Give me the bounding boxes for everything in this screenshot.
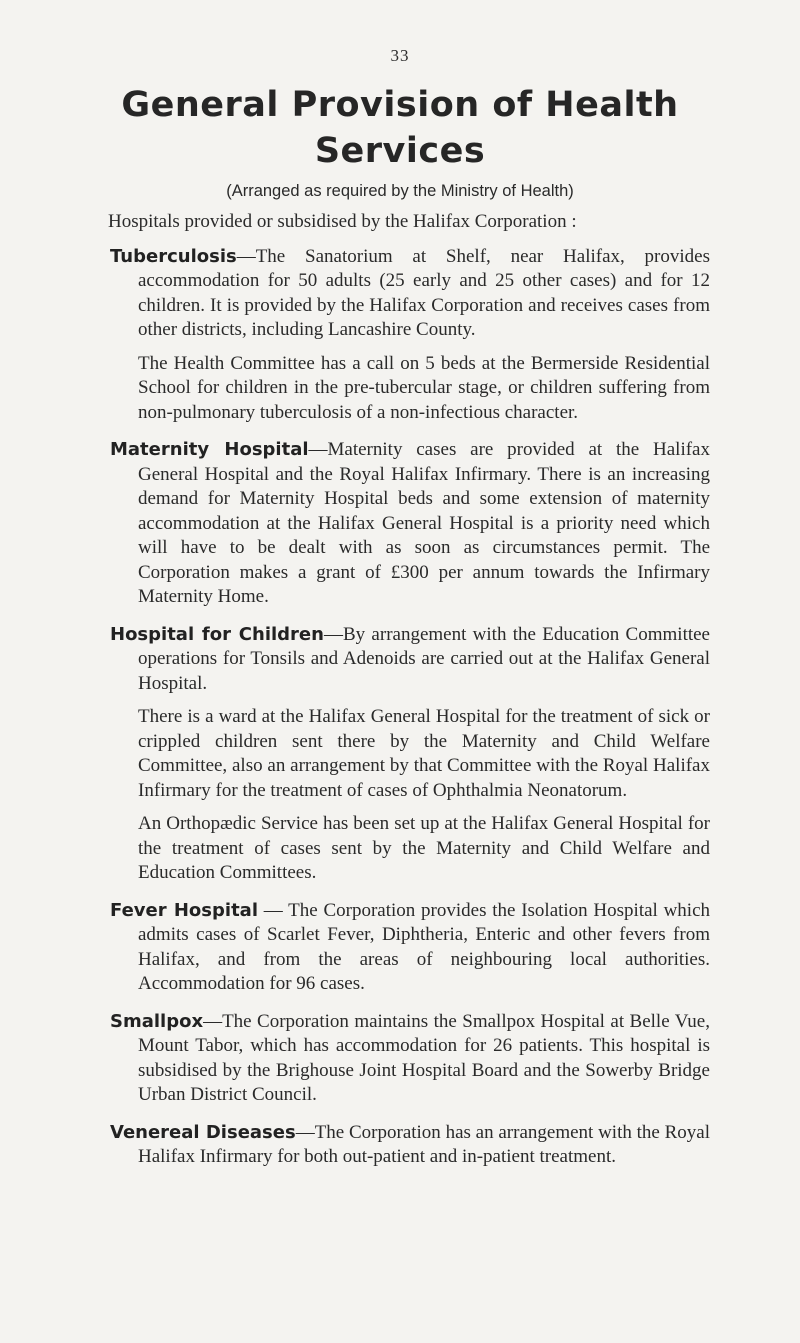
intro-text: Hospitals provided or subsidised by the Halifax Corporation : <box>108 211 577 232</box>
section-smallpox <box>110 1010 710 1108</box>
title-line-1: General Provision of Health <box>121 85 679 125</box>
document-body <box>110 210 710 1183</box>
page-subtitle: (Arranged as required by the Ministry of Health) <box>226 182 574 200</box>
section-children <box>110 623 710 886</box>
paragraph <box>110 245 710 343</box>
paragraph-text: —The Corporation maintains the Smallpox Hospital at Belle Vue, Mount Tabor, which has accommodation for 26 patients. This hospital is subsidised by the Brighouse Joint Hospital Board and the Sowerby Bridge Urban District Council. <box>138 1010 710 1105</box>
paragraph-text: —By arrangement with the Education Committee operations for Tonsils and Adenoids are carried out at the Halifax General Hospital. <box>138 623 710 694</box>
paragraph-text: —Maternity cases are provided at the Halifax General Hospital and the Royal Halifax Infirmary. There is an increasing demand for Maternity Hospital beds and some extension of maternity accommodation at the Halifax General Hospital is a priority need which will have to be dealt with as soon as circumstances permit. The Corporation makes a grant of £300 per annum towards the Infirmary Maternity Home. <box>138 439 710 607</box>
paragraph <box>110 899 710 997</box>
section-heading: Tuberculosis <box>110 245 237 267</box>
paragraph <box>110 1010 710 1108</box>
section-heading: Fever Hospital <box>110 899 258 921</box>
section-tuberculosis <box>110 245 710 426</box>
page-number: 33 <box>390 46 410 65</box>
section-venereal <box>110 1121 710 1170</box>
section-heading: Hospital for Children <box>110 623 324 645</box>
paragraph: An Orthopædic Service has been set up at the Halifax General Hospital for the treatment of cases sent by the Maternity and Child Welfare and Education Committees. <box>138 813 710 883</box>
section-heading: Maternity Hospital <box>110 439 309 460</box>
page-title <box>0 82 800 174</box>
paragraph <box>110 623 710 697</box>
section-maternity <box>110 438 710 610</box>
paragraph: The Health Committee has a call on 5 beds at the Bermerside Residential School for children in the pre-tubercular stage, or children suffering from non-pulmonary tuberculosis of a non-infectious character. <box>138 352 710 423</box>
paragraph-text: — The Corporation provides the Isolation Hospital which admits cases of Scarlet Fever, Diphtheria, Enteric and other fevers from Halifax, and from the areas of neighbouring local authorities. Accommodation for 96 cases. <box>138 899 711 994</box>
title-line-2: Services <box>314 131 486 171</box>
paragraph-text: —The Sanatorium at Shelf, near Halifax, provides accommodation for 50 adults (25 early and 25 other cases) and for 12 children. It is provided by the Halifax Corporation and receives cases from other districts, including Lancashire County. <box>138 245 710 340</box>
section-fever <box>110 899 710 997</box>
paragraph: There is a ward at the Halifax General Hospital for the treatment of sick or crippled children sent there by the Maternity and Child Welfare Committee, also an arrangement by that Committee with the Royal Halifax Infirmary for the treatment of cases of Ophthalmia Neonatorum. <box>138 706 710 801</box>
paragraph-text: —The Corporation has an arrangement with the Royal Halifax Infirmary for both out-patient and in-patient treatment. <box>138 1121 710 1167</box>
paragraph <box>110 438 710 610</box>
section-heading: Smallpox <box>110 1010 204 1032</box>
paragraph <box>110 1121 710 1170</box>
section-heading: Venereal Diseases <box>110 1121 296 1143</box>
